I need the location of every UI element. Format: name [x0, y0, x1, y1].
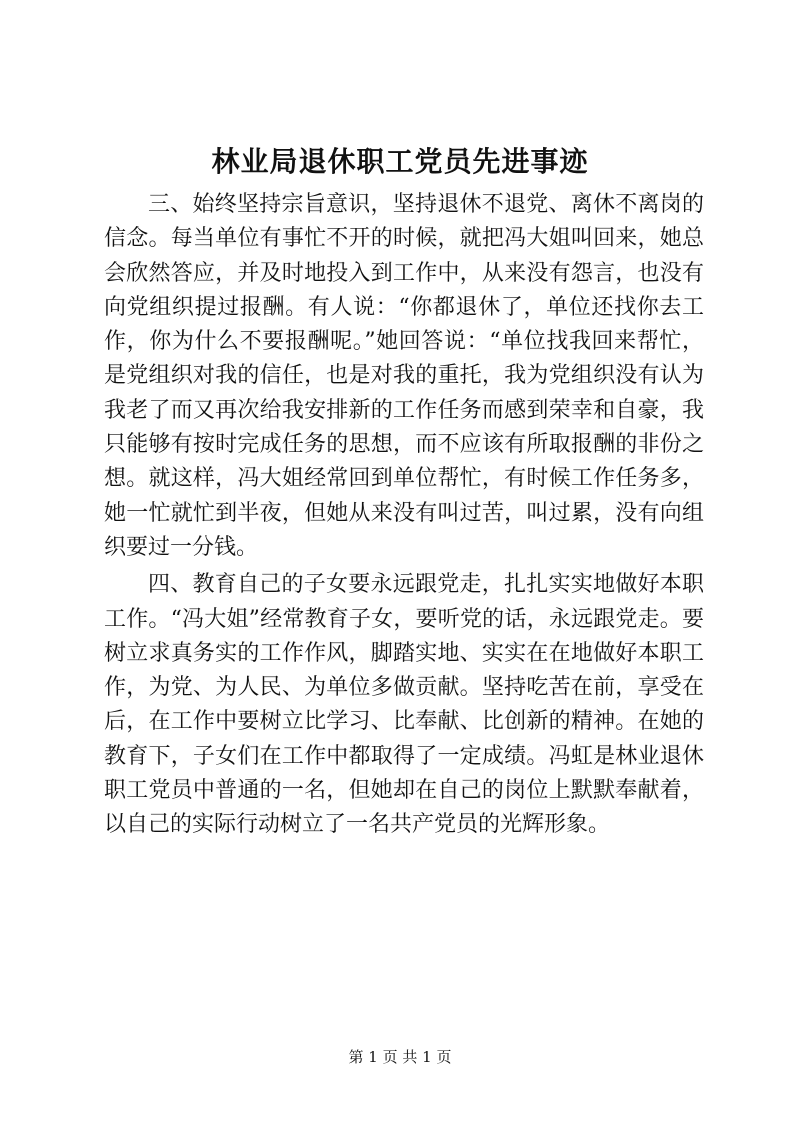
paragraph-3: 三、始终坚持宗旨意识，坚持退休不退党、离休不离岗的信念。每当单位有事忙不开的时候，就把冯大姐叫回来，她总会欣然答应，并及时地投入到工作中，从来没有怨言，也没有向党组织提过报酬。有人说：“你都退休了，单位还找你去工作，你为什么不要报酬呢。”她回答说：“单位找我回来帮忙，是党组织对我的信任，也是对我的重托，我为党组织没有认为我老了而又再次给我安排新的工作任务而感到荣幸和自豪，我只能够有按时完成任务的思想，而不应该有所取报酬的非份之想。就这样，冯大姐经常回到单位帮忙，有时候工作任务多，她一忙就忙到半夜，但她从来没有叫过苦，叫过累，没有向组织要过一分钱。: [104, 192, 704, 560]
document-title: 林业局退休职工党员先进事迹: [211, 145, 589, 178]
document-body: [104, 188, 704, 846]
page-footer: 第 1 页 共 1 页: [348, 1048, 452, 1066]
paragraph-4: 四、教育自己的子女要永远跟党走，扎扎实实地做好本职工作。“冯大姐”经常教育子女，要听党的话，永远跟党走。要树立求真务实的工作作风，脚踏实地、实实在在地做好本职工作，为党、为人民、为单位多做贡献。坚持吃苦在前，享受在后，在工作中要树立比学习、比奉献、比创新的精神。在她的教育下，子女们在工作中都取得了一定成绩。冯虹是林业退休职工党员中普通的一名，但她却在自己的岗位上默默奉献着，以自己的实际行动树立了一名共产党员的光辉形象。: [104, 572, 704, 838]
